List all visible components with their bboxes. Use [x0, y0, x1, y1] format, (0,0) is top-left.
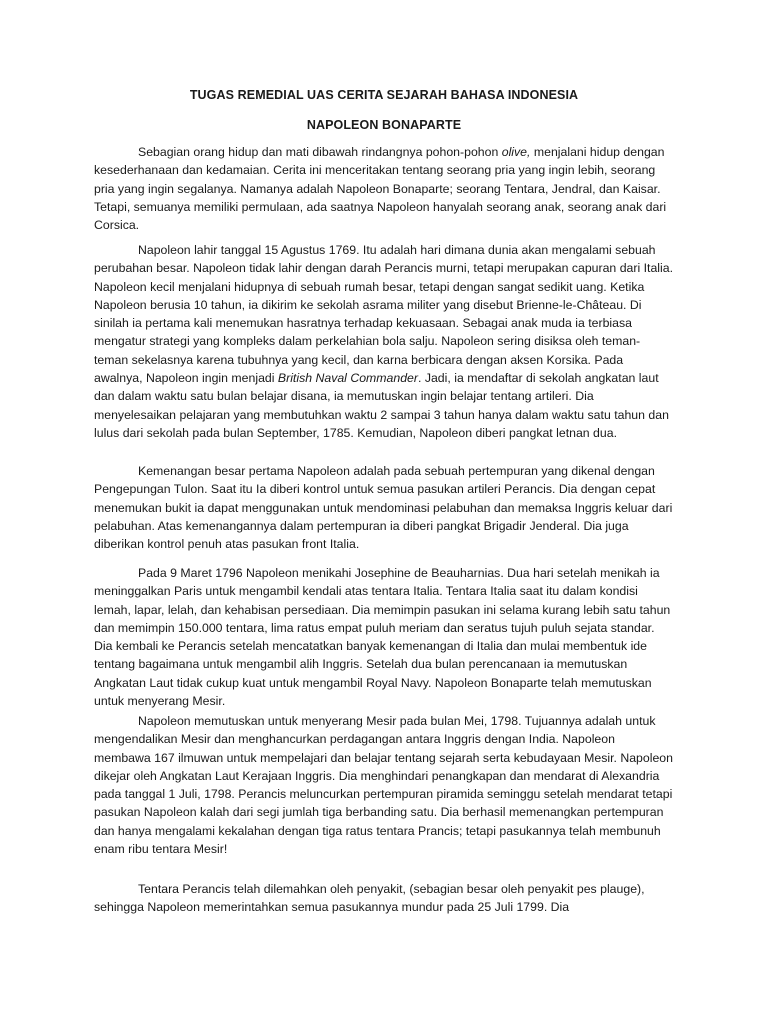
paragraph-intro: [94, 143, 674, 234]
paragraph-text: Pada 9 Maret 1796 Napoleon menikahi Josephine de Beauharnias. Dua hari setelah menikah ia meninggalkan Paris untuk mengambil kendali atas tentara Italia. Tentara Italia saat itu dalam kondisi lemah, lapar, lelah, dan kehabisan persediaan. Dia memimpin pasukan ini selama kurang lebih satu tahun dan memimpin 150.000 tentara, lima ratus empat puluh meriam dan seratus tujuh puluh sejata standar. Dia kembali ke Perancis setelah mencatatkan banyak kemenangan di Italia dan mulai membentuk ide tentang bagaimana untuk mengambil alih Inggris. Setelah dua bulan perencanaan ia memutuskan Angkatan Laut tidak cukup kuat untuk mengambil Royal Navy. Napoleon Bonaparte telah memutuskan untuk menyerang Mesir.: [94, 566, 671, 709]
emphasis-text: British Naval Commander: [277, 371, 418, 386]
paragraph-toulon: [94, 462, 674, 553]
paragraph-text: . Jadi, ia mendaftar di sekolah angkatan laut dan dalam waktu satu bulan belajar disana, ia memutuskan ingin belajar tentang artileri. Dia menyelesaikan pelajaran yang membutuhkan waktu 2 sampai 3 tahun hanya dalam waktu satu tahun dan lulus dari sekolah pada bulan September, 1785. Kemudian, Napoleon diberi pangkat letnan dua.: [94, 371, 669, 440]
paragraph-text: Napoleon lahir tanggal 15 Agustus 1769. Itu adalah hari dimana dunia akan mengalami sebuah perubahan besar. Napoleon tidak lahir dengan darah Perancis murni, tetapi merupakan capuran dari Italia. Napoleon kecil menjalani hidupnya di sebuah rumah besar, tetapi dengan sangat sedikit uang. Ketika Napoleon berusia 10 tahun, ia dikirim ke sekolah asrama militer yang disebut Brienne-le-Château. Di sinilah ia pertama kali menemukan hasratnya terhadap kekuasaan. Sebagai anak muda ia terbiasa mengatur strategi yang kompleks dalam perkelahian bola salju. Napoleon sering disiksa oleh teman-teman sekelasnya karena tubuhnya yang kecil, dan karna berbicara dengan aksen Korsika. Pada awalnya, Napoleon ingin menjadi: [94, 243, 674, 386]
paragraph-marriage-italy: [94, 564, 674, 710]
paragraph-text: Napoleon memutuskan untuk menyerang Mesir pada bulan Mei, 1798. Tujuannya adalah untuk mengendalikan Mesir dan menghancurkan perdagangan antara Inggris dengan India. Napoleon membawa 167 ilmuwan untuk mempelajari dan belajar tentang sejarah serta kebudayaan Mesir. Napoleon dikejar oleh Angkatan Laut Kerajaan Inggris. Dia menghindari penangkapan dan mendarat di Alexandria pada tanggal 1 Juli, 1798. Perancis meluncurkan pertempuran piramida seminggu setelah mendarat tetapi pasukan Napoleon kalah dari segi jumlah tiga berbanding satu. Dia berhasil memenangkan pertempuran dan hanya mengalami kekalahan dengan tiga ratus tentara Prancis; tetapi pasukannya telah membunuh enam ribu tentara Mesir!: [94, 714, 673, 857]
document-subtitle: NAPOLEON BONAPARTE: [306, 118, 462, 132]
paragraph-text: menjalani hidup dengan kesederhanaan dan kedamaian. Cerita ini menceritakan tentang seorang pria yang ingin lebih, seorang pria yang ingin segalanya. Namanya adalah Napoleon Bonaparte; seorang Tentara, Jendral, dan Kaisar. Tetapi, semuanya memiliki permulaan, ada saatnya Napoleon hanyalah seorang anak, seorang anak dari Corsica.: [94, 145, 667, 233]
paragraph-early-life: [94, 241, 674, 442]
paragraph-text: Sebagian orang hidup dan mati dibawah rindangnya pohon-pohon: [138, 145, 502, 159]
paragraph-text: Tentara Perancis telah dilemahkan oleh penyakit, (sebagian besar oleh penyakit pes plauge), sehingga Napoleon memerintahkan semua pasukannya mundur pada 25 Juli 1799. Dia: [94, 882, 645, 915]
emphasis-text: olive,: [501, 145, 531, 159]
paragraph-retreat: [94, 880, 674, 917]
document-title: TUGAS REMEDIAL UAS CERITA SEJARAH BAHASA INDONESIA: [189, 88, 579, 102]
paragraph-egypt: [94, 712, 674, 858]
paragraph-text: Kemenangan besar pertama Napoleon adalah pada sebuah pertempuran yang dikenal dengan Pengepungan Tulon. Saat itu Ia diberi kontrol untuk semua pasukan artileri Perancis. Dia dengan cepat menemukan bukit ia dapat menggunakan untuk mendominasi pelabuhan dan memaksa Inggris keluar dari pelabuhan. Atas kemenangannya dalam pertempuran ia diberi pangkat Brigadir Jenderal. Dia juga diberikan kontrol penuh atas pasukan front Italia.: [94, 464, 673, 552]
